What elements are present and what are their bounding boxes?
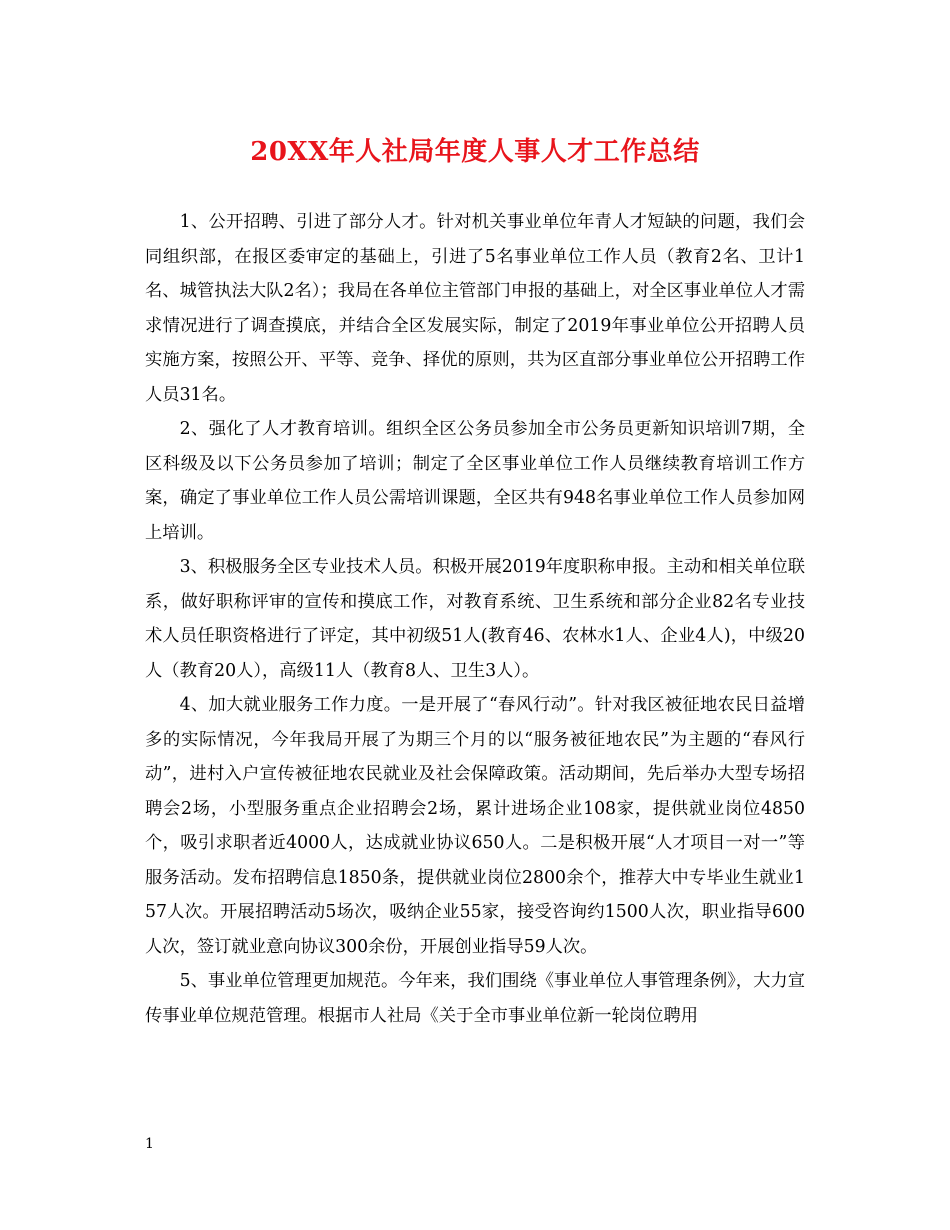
document-title: 20XX年人社局年度人事人才工作总结 [250, 137, 700, 167]
paragraph-professional-staff: 3、积极服务全区专业技术人员。积极开展2019年度职称申报。主动和相关单位联系，做好职称评审的宣传和摸底工作，对教育系统、卫生系统和部分企业82名专业技术人员任职资格进行了评定，其中初级51人(教育46、农林水1人、企业4人)，中级20人（教育20人），高级11人（教育8人、卫生3人）。 [145, 557, 805, 681]
page-number: 1 [145, 1136, 154, 1152]
paragraph-employment-services: 4、加大就业服务工作力度。一是开展了“春风行动”。针对我区被征地农民日益增多的实际情况，今年我局开展了为期三个月的以“服务被征地农民”为主题的“春风行动”，进村入户宣传被征地农民就业及社会保障政策。活动期间，先后举办大型专场招聘会2场，小型服务重点企业招聘会2场，累计进场企业108家，提供就业岗位4850个，吸引求职者近4000人，达成就业协议650人。二是积极开展“人才项目一对一”等服务活动。发布招聘信息1850条，提供就业岗位2800余个，推荐大中专毕业生就业157人次。开展招聘活动5场次，吸纳企业55家，接受咨询约1500人次，职业指导600人次，签订就业意向协议300余份，开展创业指导59人次。 [145, 695, 805, 957]
paragraph-training: 2、强化了人才教育培训。组织全区公务员参加全市公务员更新知识培训7期，全区科级及以下公务员参加了培训；制定了全区事业单位工作人员继续教育培训工作方案，确定了事业单位工作人员公需培训课题，全区共有948名事业单位工作人员参加网上培训。 [145, 419, 805, 543]
document-body [145, 205, 805, 1033]
paragraph-institution-management: 5、事业单位管理更加规范。今年来，我们围绕《事业单位人事管理条例》，大力宣传事业单位规范管理。根据市人社局《关于全市事业单位新一轮岗位聘用 [145, 971, 805, 1026]
paragraph-recruitment: 1、公开招聘、引进了部分人才。针对机关事业单位年青人才短缺的问题，我们会同组织部，在报区委审定的基础上，引进了5名事业单位工作人员（教育2名、卫计1名、城管执法大队2名）；我局在各单位主管部门申报的基础上，对全区事业单位人才需求情况进行了调查摸底，并结合全区发展实际，制定了2019年事业单位公开招聘人员实施方案，按照公开、平等、竞争、择优的原则，共为区直部分事业单位公开招聘工作人员31名。 [145, 212, 805, 405]
